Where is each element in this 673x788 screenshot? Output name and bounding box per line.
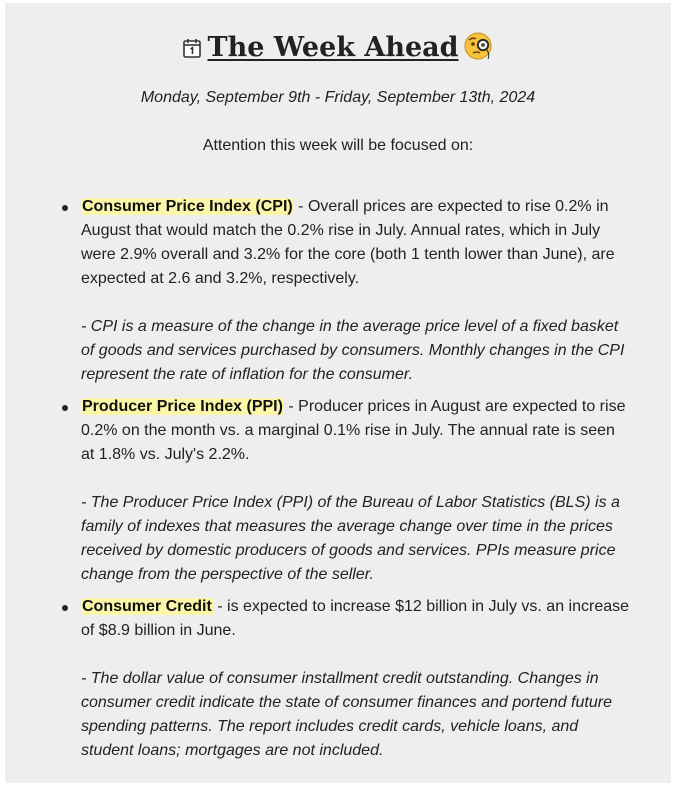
summary-text: - Overall prices are expected to rise 0.2% in August that would match the 0.2% rise in July. Annual rates, which in July were 2.9% overall and 3.2% for the core (both 1 tenth lower than June), are expected at 2.6 and 3.2%, respectively.: [81, 198, 615, 287]
item-summary: [81, 395, 629, 467]
highlighted-term: Producer Price Index (PPI): [82, 398, 283, 415]
list-item: [81, 595, 629, 763]
list-item: [81, 395, 629, 587]
highlighted-term: Consumer Price Index (CPI): [82, 198, 293, 215]
summary-text: - is expected to increase $12 billion in July vs. an increase of $8.9 billion in June.: [81, 598, 630, 639]
highlighted-term: Consumer Credit: [82, 598, 212, 615]
summary-text: - Producer prices in August are expected to rise 0.2% on the month vs. a marginal 0.1% rise in July. The annual rate is seen at 1.8% vs. July's 2.2%.: [81, 398, 626, 463]
title-text: The Week Ahead: [207, 32, 459, 63]
date-range: Monday, September 9th - Friday, September 13th, 2024: [140, 89, 536, 106]
item-note: - CPI is a measure of the change in the average price level of a fixed basket of goods and services purchased by consumers. Monthly changes in the CPI represent the rate of inflation for the consumer.: [81, 318, 625, 383]
list-item: [81, 195, 629, 387]
page-title: [5, 31, 671, 63]
item-note: - The dollar value of consumer installment credit outstanding. Changes in consumer credit indicate the state of consumer finances and portend future spending patterns. The report includes credit cards, vehicle loans, and student loans; mortgages are not included.: [81, 670, 612, 759]
intro-text: Attention this week will be focused on:: [202, 137, 474, 154]
item-summary: [81, 195, 629, 291]
newsletter-card: [5, 3, 671, 783]
indicator-list: [81, 195, 629, 771]
item-summary: [81, 595, 629, 643]
bullet: [62, 205, 68, 211]
calendar-icon: [183, 34, 201, 54]
bullet: [62, 605, 68, 611]
face-with-monocle-icon: [463, 31, 493, 61]
bullet: [62, 405, 68, 411]
item-note: - The Producer Price Index (PPI) of the Bureau of Labor Statistics (BLS) is a family of indexes that measures the average change over time in the prices received by domestic producers of goods and services. PPIs measure price change from the perspective of the seller.: [81, 494, 620, 583]
